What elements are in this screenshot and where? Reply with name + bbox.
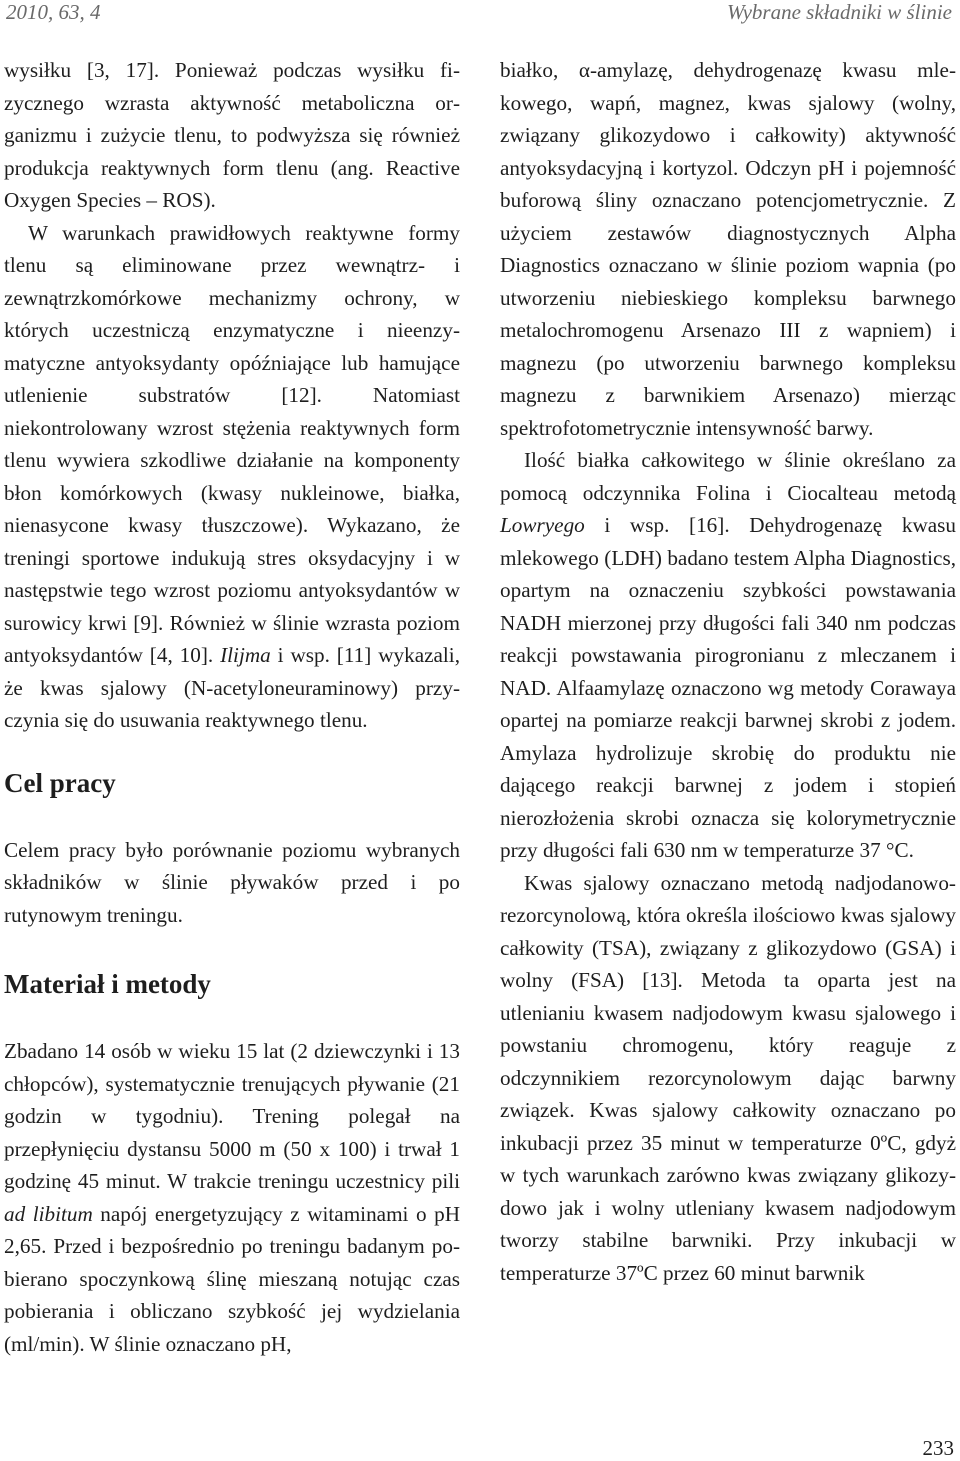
author-name-ilijma: Ilijma	[220, 643, 271, 667]
paragraph-material-text-a: Zbadano 14 osób w wieku 15 lat (2 dziewczynki i 13 chłopców), systematycznie trenujących pływanie (21 godzin w tygodniu). Trening polegał na przepłynięciu dystansu 5000 m (50 x 100) i trwał 1 godzinę 45 minut. W trakcie treningu uczestnicy pili	[4, 1039, 460, 1193]
term-ad-libitum: ad libitum	[4, 1201, 93, 1226]
page-number: 233	[922, 1436, 954, 1460]
paragraph-protein-text-a: Ilość białka całkowitego w ślinie określano za pomocą odczynnika Folina i Ciocalteau metodą	[500, 448, 956, 505]
paragraph-sialic-acid: Kwas sjalowy oznaczano metodą nadjodanowo-rezorcynolową, która określa ilościowo kwas sjalowy całkowity (TSA), związany z glikozydowo (GSA) i wolny (FSA) [13]. Metoda ta oparta jest na utlenianiu kwasem nadjodowym kwasu sjalowego i powstaniu chromogenu, który reaguje z odczynnikiem rezorcynolowym dając barwny związek. Kwas sjalowy całkowity oznaczano po inkubacji przez 35 minut w temperaturze 0ºC, gdyż w tych warunkach zarówno kwas związany glikozydowo jak i wolny utleniany kwasem nadjodowym tworzy stabilne barwniki. Przy inkubacji w temperaturze 37ºC przez 60 minut barwnik	[500, 870, 956, 1285]
heading-cel-pracy: Cel pracy	[4, 767, 116, 798]
paragraph-material-text-b: napój energetyzujący z witaminami o pH 2,65. Przed i bezpośrednio po treningu badanym pobierano spoczynkową ślinę mieszaną notując czas pobierania i obliczano szybkość jej wydzielania (ml/min). W ślinie oznaczano pH,	[4, 1201, 460, 1356]
paragraph-ros-text-a: W warunkach prawidłowych reaktywne formy tlenu są eliminowane przez wewnątrz- i zewnątrzkomórkowe mechanizmy ochrony, w których uczestniczą enzymatyczne i nieenzymatyczne antyoksydanty opóźniające lub hamujące utlenienie substratów [12]. Natomiast niekontrolowany wzrost stężenia reaktywnych form tlenu wywiera szkodliwe działanie na komponenty błon komórkowych (kwasy nukleinowe, białka, nienasycone kwasy tłuszczowe). Wykazano, że treningi sportowe indukują stres oksydacyjny i w następstwie tego wzrost poziomu antyoksydantów w surowicy krwi [9]. Również w ślinie wzrasta poziom antyoksydantów [4, 10].	[4, 220, 460, 667]
left-column	[4, 54, 460, 1360]
author-name-lowryego: Lowryego	[500, 513, 585, 537]
paragraph-ros	[4, 217, 460, 737]
journal-citation: 2010, 63, 4	[6, 0, 101, 24]
heading-material-i-metody: Materiał i metody	[4, 969, 211, 999]
running-header	[0, 0, 960, 26]
paragraph-protein-ldh	[500, 444, 956, 867]
paragraph-protein-text-b: i wsp. [16]. Dehydrogenazę kwasu mlekowego (LDH) badano testem Alpha Diagnostics, opartym na oznaczeniu szybkości powstawania NADH mierzonej przy długości fali 340 nm podczas reakcji powstawania pirogronianu z mleczanem i NAD. Alfaamylazę oznaczono wg metody Corawaya opartej na pomiarze reakcji barwnej skrobi z jodem. Amylaza hydrolizuje skrobię do produktu nie dającego reakcji barwnej z jodem i stopień nierozłożenia skrobi oznacza się kolorymetrycznie przy długości fali 630 nm w temperaturze 37 °C.	[500, 513, 956, 862]
running-title: Wybrane składniki w ślinie	[727, 0, 952, 24]
paragraph-intro-end: wysiłku [3, 17]. Ponieważ podczas wysiłku fizycznego wzrasta aktywność metaboliczna organizmu i zużycie tlenu, to podwyższa się również produkcja reaktywnych form tlenu (ang. Reactive Oxygen Species – ROS).	[4, 58, 460, 212]
paragraph-ros-text-b: i wsp. [11] wykazali, że kwas sjalowy (N-acetyloneuraminowy) przyczynia się do usuwania reaktywnego tlenu.	[4, 643, 460, 732]
paragraph-cel: Celem pracy było porównanie poziomu wybranych składników w ślinie pływaków przed i po rutynowym treningu.	[4, 837, 460, 927]
paragraph-assays: białko, α-amylazę, dehydrogenazę kwasu mlekowego, wapń, magnez, kwas sjalowy (wolny, związany glikozydowo i całkowity) aktywność antyoksydacyjną i kortyzol. Odczyn pH i pojemność buforową śliny oznaczano potencjometrycznie. Z użyciem zestawów diagnostycznych Alpha Diagnostics oznaczano w ślinie poziom wapnia (po utworzeniu niebieskiego kompleksu barwnego metalochromogenu Arsenazo III z wapniem) i magnezu (po utworzeniu barwnego kompleksu magnezu z barwnikiem Arsenazo) mierząc spektrofotometrycznie intensywność barwy.	[500, 58, 956, 440]
paragraph-material	[4, 1035, 460, 1360]
right-column	[500, 54, 956, 1289]
